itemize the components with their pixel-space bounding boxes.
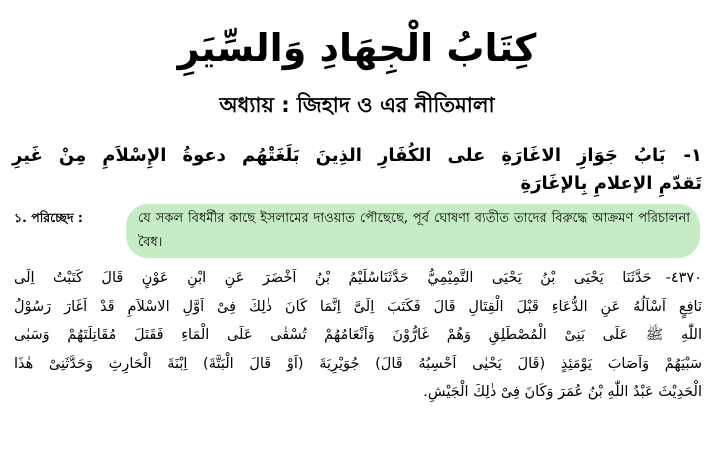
bab-line-2: تَقدّمِ الإعلامِ بِالإغَارَةِ [520,173,702,194]
hadith-number: ٤٣٧٠- [665,270,702,286]
chapter-title: অধ্যায় : জিহাদ ও এর নীতিমালা [219,93,495,117]
paragraph-text: যে সকল বিধর্মীর কাছে ইসলামের দাওয়াত পৌছেছে, পূর্ব ঘোষণা ব্যতীত তাদের বিরুদ্ধে আক্রমণ পরিচালনা বৈধ। [138,211,690,250]
paragraph-row [14,204,704,260]
hadith-line-5: الْحَدِيْثَ عَبْدُ اللّٰهِ بْنُ عُمَرَ وَكَانَ فِىْ ذٰلِكَ الْجَيْشِ. [423,384,702,401]
hadith-body [14,264,702,407]
paragraph-label: ১. পরিচ্ছেদ : [14,210,83,225]
bab-heading [12,142,702,198]
hadith-line-2: نَافِعٍ اَسْاَلُهُ عَنِ الدُّعَاءِ قَبْلَ الْقِتَالِ قَالَ فَكَتَبَ اِلَىَّ اِنَّمَا كَانَ ذٰلِكَ فِىْ اَوَّلِ الاسْلاَمِ قَدْ اَغَارَ رَسُوْلُ [14,298,702,315]
bab-line-1 [12,142,702,170]
hadith-line-3: اللّٰهِ ﷺ عَلَى بَنِىْ الْمُصْطَلِقِ وَهُمْ غَارُّوْنَ وَاَنْعَامُهُمْ تُسْقٰى عَلَى الْمَاءِ فَقَتَلَ مُقَاتِلَتَهُمْ وَسَبٰى [14,327,702,344]
book-title: كِتَابُ الْجِهَادِ وَالسِّيَرِ [177,26,537,70]
hadith-line-1-text: حَدَّثَنَا يَحْيَى بْنُ يَحْيَى التَّمِيْمِيُّ حَدَّثَنَاسُلَيْمُ بْنُ اَخْضَرَ عَنِ ابْنِ عَوْنٍ قَالَ كَتَبْتُ اِلَى [14,270,652,286]
hadith-line-4: سَبْيَهُمْ وَاَصَابَ يَوْمَئِذٍ (قَالَ يَحْيٰى اَحْسِبُهُ قَالَ) جُوَيْرِيَةَ (اَوْ قَالَ الْبَتَّةَ) اِبْنَةَ الْحَارِثِ وَحَدَّثَنِىْ هٰذَا [14,355,702,372]
bab-number: ١- [683,145,702,166]
hadith-line-1 [14,264,702,293]
bab-line-1-text: بَابُ جَوَازِ الاغَارَةِ على الكُفَارِ الذِينَ بَلَغَتْهُم دعوةُ الإِسْلاَمِ مِنْ غَيرِ [12,145,666,166]
